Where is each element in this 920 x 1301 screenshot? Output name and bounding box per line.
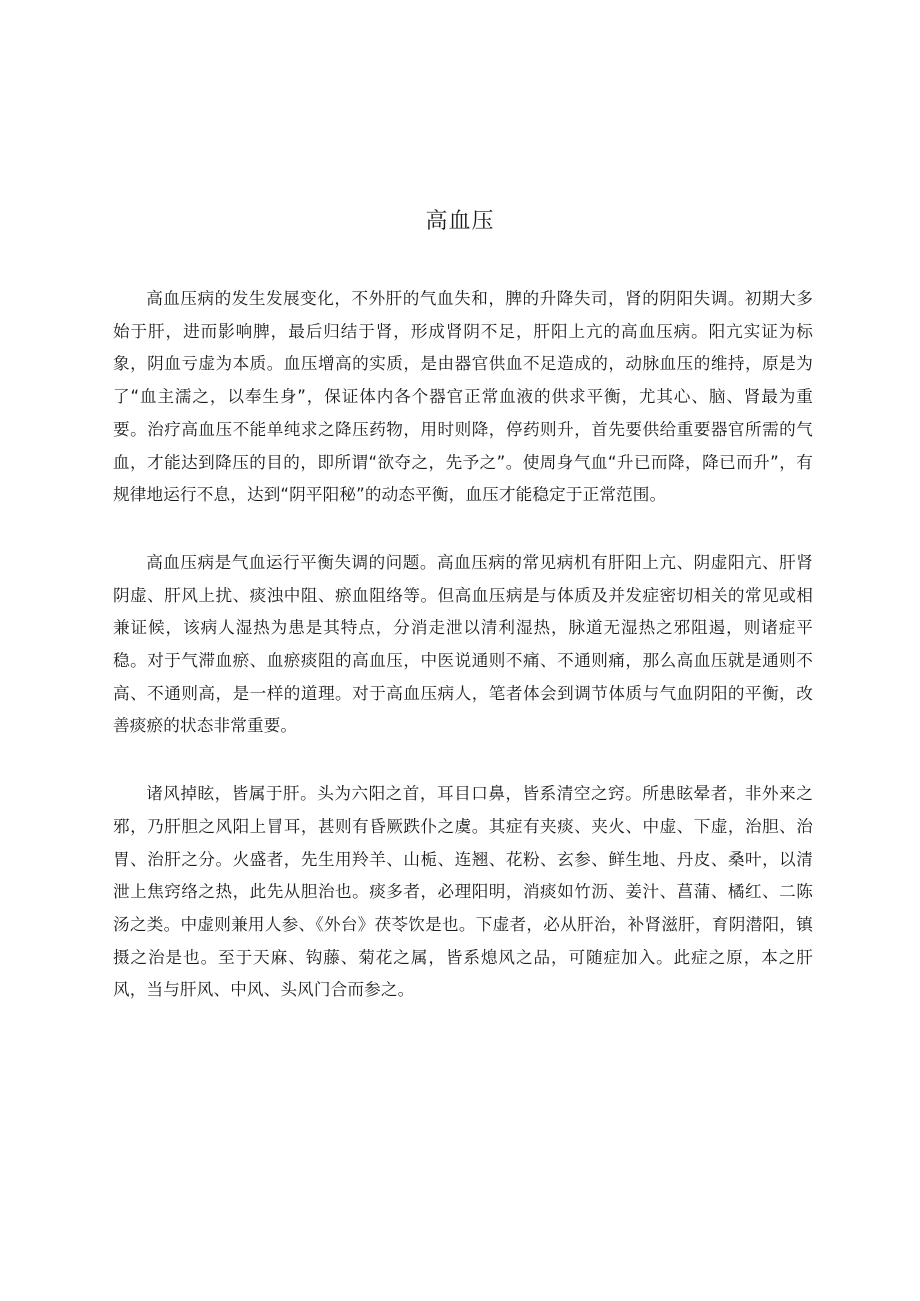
paragraph-3: 诸风掉眩，皆属于肝。头为六阳之首，耳目口鼻，皆系清空之窍。所患眩晕者，非外来之邪，乃肝胆之风阳上冒耳，甚则有昏厥跌仆之虞。其症有夹痰、夹火、中虚、下虚，治胆、治胃、治肝之分。火盛者，先生用羚羊、山栀、连翘、花粉、玄参、鲜生地、丹皮、桑叶，以清泄上焦窍络之热，此先从胆治也。痰多者，必理阳明，消痰如竹沥、姜汁、菖蒲、橘红、二陈汤之类。中虚则兼用人参、《外台》茯苓饮是也。下虚者，必从肝治，补肾滋肝，育阴潜阳，镇摄之治是也。至于天麻、钩藤、菊花之属，皆系熄风之品，可随症加入。此症之原，本之肝风，当与肝风、中风、头风门合而参之。 [113,784,813,1000]
paragraph-1: 高血压病的发生发展变化，不外肝的气血失和，脾的升降失司，肾的阴阳失调。初期大多始于肝，进而影响脾，最后归结于肾，形成肾阴不足，肝阳上亢的高血压病。阳亢实证为标象，阴血亏虚为本质。血压增高的实质，是由器官供血不足造成的，动脉血压的维持，原是为了“血主濡之，以奉生身”，保证体内各个器官正常血液的供求平衡，尤其心、脑、肾最为重要。治疗高血压不能单纯求之降压药物，用时则降，停药则升，首先要供给重要器官所需的气血，才能达到降压的目的，即所谓“欲夺之，先予之”。使周身气血“升已而降，降已而升”，有规律地运行不息，达到“阴平阳秘”的动态平衡，血压才能稳定于正常范围。 [113,289,813,505]
document-title: 高血压 [425,209,495,234]
document-body [113,283,813,1042]
paragraph-2: 高血压病是气血运行平衡失调的问题。高血压病的常见病机有肝阳上亢、阴虚阳亢、肝肾阴虚、肝风上扰、痰浊中阻、瘀血阻络等。但高血压病是与体质及并发症密切相关的常见或相兼证候，该病人湿热为患是其特点，分消走泄以清利湿热，脉道无湿热之邪阻遏，则诸症平稳。对于气滞血瘀、血瘀痰阻的高血压，中医说通则不痛、不通则痛，那么高血压就是通则不高、不通则高，是一样的道理。对于高血压病人，笔者体会到调节体质与气血阴阳的平衡，改善痰瘀的状态非常重要。 [113,552,813,736]
